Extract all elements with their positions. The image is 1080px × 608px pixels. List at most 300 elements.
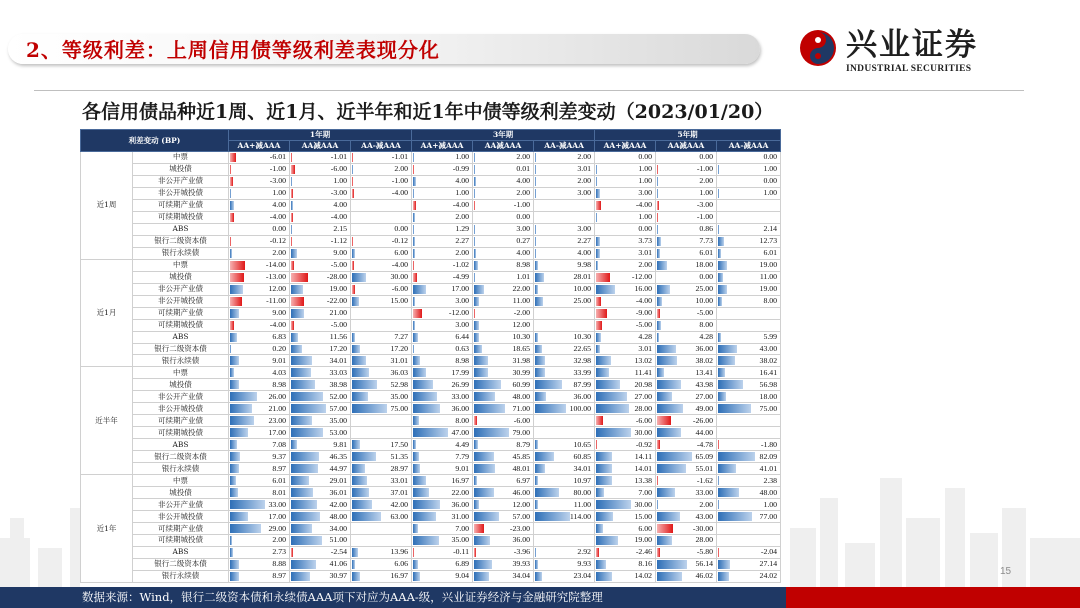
spread-value: 4.00 xyxy=(516,248,531,258)
spread-value-cell xyxy=(656,331,717,343)
spread-value-cell xyxy=(412,427,473,439)
table-row xyxy=(81,271,781,283)
spread-value-cell xyxy=(229,558,290,570)
spread-value-cell xyxy=(290,415,351,427)
spread-value-cell xyxy=(534,343,595,355)
spread-value-cell xyxy=(534,487,595,499)
spread-value-cell xyxy=(656,163,717,175)
spread-value-cell xyxy=(595,247,656,259)
spread-value: 17.99 xyxy=(451,367,470,377)
spread-value-cell xyxy=(717,175,781,187)
spread-value: 30.99 xyxy=(512,367,531,377)
spread-value-cell xyxy=(412,163,473,175)
spread-value: -0.99 xyxy=(452,164,470,174)
spread-value-cell xyxy=(656,415,717,427)
spread-value-cell xyxy=(229,235,290,247)
spread-value-cell xyxy=(717,475,781,487)
spread-value: -4.00 xyxy=(330,212,347,222)
table-title: 各信用债品种近1周、近1月、近半年和近1年中债等级利差变动（2023/01/20） xyxy=(82,101,774,123)
spread-value-cell xyxy=(656,451,717,463)
spread-value: -6.01 xyxy=(269,152,286,162)
spread-value: 9.01 xyxy=(455,463,470,473)
spread-value: 33.03 xyxy=(329,367,347,377)
spread-value: 33.00 xyxy=(695,487,714,497)
spread-value: 79.00 xyxy=(512,427,531,437)
spread-value: 3.00 xyxy=(455,296,470,306)
spread-value: 26.00 xyxy=(268,391,286,401)
spread-value: 6.01 xyxy=(272,475,286,485)
spread-value-cell xyxy=(229,271,290,283)
spread-value-cell xyxy=(717,403,781,415)
spread-value: 2.00 xyxy=(577,176,592,186)
spread-value-cell xyxy=(351,487,412,499)
spread-value: 19.00 xyxy=(759,260,778,270)
spread-value-cell xyxy=(351,439,412,451)
divider xyxy=(34,90,1024,91)
spread-value: 51.00 xyxy=(329,535,347,545)
spread-value: -1.00 xyxy=(513,200,531,210)
spread-value-cell xyxy=(595,175,656,187)
spread-value-cell xyxy=(473,367,534,379)
spread-value: 0.20 xyxy=(272,343,286,353)
spread-value: 17.00 xyxy=(451,284,470,294)
spread-value-cell xyxy=(290,499,351,511)
spread-value-cell xyxy=(656,259,717,271)
table-row xyxy=(81,163,781,175)
spread-value-cell xyxy=(351,343,412,355)
spread-value-cell xyxy=(351,546,412,558)
table-row xyxy=(81,475,781,487)
spread-value-cell xyxy=(229,415,290,427)
spread-value: 35.00 xyxy=(390,391,409,401)
table-row xyxy=(81,259,781,271)
tenor-header-3y: 3年期 xyxy=(412,130,595,141)
spread-value-cell xyxy=(229,259,290,271)
logo-english-name: INDUSTRIAL SECURITIES xyxy=(846,64,972,74)
spread-value-cell xyxy=(412,211,473,223)
spread-value: 18.65 xyxy=(512,343,531,353)
spread-value-cell xyxy=(351,271,412,283)
spread-value-cell xyxy=(656,295,717,307)
spread-value-cell xyxy=(412,367,473,379)
spread-value: 48.00 xyxy=(512,391,531,401)
spread-value-cell xyxy=(290,535,351,547)
table-row xyxy=(81,307,781,319)
spread-value-cell xyxy=(534,247,595,259)
spread-value-cell xyxy=(412,558,473,570)
table-row xyxy=(81,343,781,355)
spread-value: 4.00 xyxy=(272,200,286,210)
spread-value-cell xyxy=(656,283,717,295)
spread-value: 27.00 xyxy=(634,391,653,401)
spread-value-cell xyxy=(656,199,717,211)
spread-value: 2.00 xyxy=(699,499,714,509)
spread-value-cell xyxy=(717,367,781,379)
spread-value-cell xyxy=(717,487,781,499)
spread-value-cell xyxy=(656,535,717,547)
bond-type-label: 银行二级资本债 xyxy=(133,235,229,247)
spread-value-cell xyxy=(717,546,781,558)
spread-value: 27.00 xyxy=(695,391,714,401)
spread-value-cell xyxy=(595,211,656,223)
spread-value: 30.00 xyxy=(634,499,653,509)
spread-value-cell xyxy=(412,271,473,283)
spread-value-cell xyxy=(412,307,473,319)
spread-table-container xyxy=(80,129,780,583)
spread-value-cell xyxy=(229,247,290,259)
spread-value-cell xyxy=(412,546,473,558)
spread-value-cell xyxy=(351,283,412,295)
spread-value-cell xyxy=(351,199,412,211)
spread-value-cell xyxy=(595,283,656,295)
table-row xyxy=(81,558,781,570)
spread-value-cell xyxy=(473,283,534,295)
spread-value: -12.00 xyxy=(631,272,653,282)
spread-value: 46.02 xyxy=(695,571,714,581)
spread-value: 8.00 xyxy=(763,296,778,306)
spread-value-cell xyxy=(717,307,781,319)
bond-type-label: ABS xyxy=(133,331,229,343)
spread-value-cell xyxy=(351,511,412,523)
bond-type-label: 非公开产业债 xyxy=(133,283,229,295)
spread-value-cell xyxy=(229,487,290,499)
spread-value: 19.00 xyxy=(759,284,778,294)
spread-value: -6.00 xyxy=(635,415,653,425)
table-corner-header: 利差变动 (BP) xyxy=(81,130,229,152)
spread-value-cell xyxy=(656,558,717,570)
spread-value-cell xyxy=(717,343,781,355)
spread-value-cell xyxy=(412,247,473,259)
spread-value: 37.01 xyxy=(390,487,409,497)
spread-value-cell xyxy=(595,546,656,558)
spread-value-cell xyxy=(412,451,473,463)
spread-value: 4.28 xyxy=(699,332,714,342)
spread-value-cell xyxy=(412,175,473,187)
spread-value-cell xyxy=(717,152,781,164)
spread-value: 6.00 xyxy=(638,523,653,533)
spread-value-cell xyxy=(290,223,351,235)
spread-value: 16.97 xyxy=(390,571,409,581)
spread-value-cell xyxy=(473,307,534,319)
spread-value: 60.99 xyxy=(512,379,531,389)
spread-value-cell xyxy=(351,223,412,235)
spread-value-cell xyxy=(290,475,351,487)
spread-value: 18.00 xyxy=(759,391,778,401)
spread-value: 32.98 xyxy=(573,355,592,365)
spread-value: 52.98 xyxy=(390,379,409,389)
grade-header: AA减AAA xyxy=(290,141,351,152)
spread-value-cell xyxy=(351,367,412,379)
spread-value: 87.99 xyxy=(573,379,592,389)
spread-value: 0.86 xyxy=(699,224,714,234)
spread-value-cell xyxy=(229,211,290,223)
spread-value-cell xyxy=(351,427,412,439)
spread-value-cell xyxy=(351,499,412,511)
spread-value-cell xyxy=(473,199,534,211)
spread-value: 35.00 xyxy=(329,415,347,425)
spread-value-cell xyxy=(290,403,351,415)
spread-value: 47.00 xyxy=(451,427,470,437)
spread-value-cell xyxy=(595,259,656,271)
spread-value: 0.00 xyxy=(516,212,531,222)
spread-value: 3.00 xyxy=(577,188,592,198)
spread-value-cell xyxy=(595,558,656,570)
spread-value: 0.00 xyxy=(272,224,286,234)
table-row xyxy=(81,523,781,535)
spread-value-cell xyxy=(412,391,473,403)
spread-value: 18.00 xyxy=(695,260,714,270)
spread-value-cell xyxy=(717,187,781,199)
spread-value: -6.00 xyxy=(330,164,347,174)
spread-value-cell xyxy=(229,199,290,211)
spread-value: 12.00 xyxy=(512,320,531,330)
bond-type-label: 中票 xyxy=(133,367,229,379)
spread-value: 8.97 xyxy=(272,463,286,473)
spread-value: 7.00 xyxy=(638,487,653,497)
spread-value: 3.01 xyxy=(638,343,653,353)
spread-value-cell xyxy=(473,558,534,570)
spread-value-cell xyxy=(534,379,595,391)
spread-value: 12.00 xyxy=(268,284,286,294)
spread-value-cell xyxy=(290,199,351,211)
spread-value: -30.00 xyxy=(692,523,714,533)
spread-value-cell xyxy=(229,187,290,199)
spread-value-cell xyxy=(412,535,473,547)
spread-value-cell xyxy=(595,152,656,164)
spread-value-cell xyxy=(473,152,534,164)
spread-value-cell xyxy=(656,355,717,367)
spread-value: -4.00 xyxy=(635,200,653,210)
spread-value-cell xyxy=(290,187,351,199)
spread-value: 43.98 xyxy=(695,379,714,389)
spread-value: 2.73 xyxy=(272,547,286,557)
spread-value: -6.00 xyxy=(391,284,409,294)
spread-value: 52.00 xyxy=(329,391,347,401)
spread-value: 43.00 xyxy=(695,511,714,521)
spread-value-cell xyxy=(229,367,290,379)
spread-value: 13.02 xyxy=(634,355,653,365)
bond-type-label: 可续期城投债 xyxy=(133,535,229,547)
spread-value: -4.99 xyxy=(452,272,470,282)
spread-value: 42.00 xyxy=(390,499,409,509)
spread-value: 28.97 xyxy=(390,463,409,473)
spread-value-cell xyxy=(534,175,595,187)
spread-value: 0.00 xyxy=(763,152,778,162)
spread-value: 2.00 xyxy=(516,152,531,162)
spread-value-cell xyxy=(534,307,595,319)
spread-value: 9.81 xyxy=(333,439,347,449)
spread-value-cell xyxy=(595,427,656,439)
spread-value-cell xyxy=(229,403,290,415)
spread-value-cell xyxy=(656,367,717,379)
spread-value: 4.28 xyxy=(638,332,653,342)
spread-value-cell xyxy=(656,271,717,283)
spread-value: 8.88 xyxy=(272,559,286,569)
spread-value-cell xyxy=(656,499,717,511)
spread-value: 33.00 xyxy=(451,391,470,401)
spread-value: 1.00 xyxy=(272,188,286,198)
spread-value-cell xyxy=(473,247,534,259)
spread-value: -11.00 xyxy=(266,296,286,306)
table-row xyxy=(81,247,781,259)
spread-value-cell xyxy=(412,199,473,211)
spread-value: 4.00 xyxy=(516,176,531,186)
spread-value: 7.08 xyxy=(272,439,286,449)
section-label: 近1周 xyxy=(81,152,133,260)
spread-value-cell xyxy=(290,570,351,582)
table-row xyxy=(81,331,781,343)
spread-value-cell xyxy=(229,546,290,558)
spread-value-cell xyxy=(290,511,351,523)
spread-value-cell xyxy=(473,319,534,331)
spread-value: 36.00 xyxy=(695,343,714,353)
spread-value-cell xyxy=(473,499,534,511)
spread-value: 28.00 xyxy=(634,403,653,413)
spread-value-cell xyxy=(412,343,473,355)
spread-value: -2.54 xyxy=(330,547,347,557)
spread-value-cell xyxy=(351,319,412,331)
bond-type-label: 银行永续债 xyxy=(133,463,229,475)
grade-header: AA+减AAA xyxy=(412,141,473,152)
spread-value-cell xyxy=(595,307,656,319)
spread-value-cell xyxy=(351,379,412,391)
spread-value-cell xyxy=(534,475,595,487)
table-row xyxy=(81,355,781,367)
spread-value: 16.41 xyxy=(759,367,778,377)
spread-value-cell xyxy=(534,187,595,199)
spread-value-cell xyxy=(351,175,412,187)
spread-value-cell xyxy=(412,403,473,415)
tenor-header-1y: 1年期 xyxy=(229,130,412,141)
table-row xyxy=(81,463,781,475)
bond-type-label: ABS xyxy=(133,439,229,451)
spread-value-cell xyxy=(290,391,351,403)
spread-value: 49.00 xyxy=(695,403,714,413)
bond-type-label: 中票 xyxy=(133,259,229,271)
spread-value: 34.01 xyxy=(329,355,347,365)
spread-value-cell xyxy=(473,415,534,427)
spread-value: 42.00 xyxy=(329,499,347,509)
spread-value-cell xyxy=(229,355,290,367)
spread-value-cell xyxy=(290,427,351,439)
spread-value-cell xyxy=(534,499,595,511)
spread-value-cell xyxy=(656,247,717,259)
spread-value-cell xyxy=(473,343,534,355)
spread-value: 25.00 xyxy=(573,296,592,306)
table-row xyxy=(81,439,781,451)
spread-value-cell xyxy=(595,235,656,247)
section-label: 近1年 xyxy=(81,475,133,583)
spread-value-cell xyxy=(595,223,656,235)
spread-value-cell xyxy=(229,427,290,439)
spread-value-cell xyxy=(717,211,781,223)
spread-value: 23.00 xyxy=(268,415,286,425)
grade-header: AA减AAA xyxy=(656,141,717,152)
spread-value-cell xyxy=(595,319,656,331)
spread-value: -4.00 xyxy=(391,188,409,198)
spread-value-cell xyxy=(534,235,595,247)
spread-value-cell xyxy=(473,511,534,523)
spread-value: -28.00 xyxy=(326,272,347,282)
spread-value-cell xyxy=(534,535,595,547)
spread-value: 1.00 xyxy=(699,188,714,198)
spread-value-cell xyxy=(717,535,781,547)
spread-value-cell xyxy=(229,152,290,164)
spread-value: -2.04 xyxy=(760,547,778,557)
spread-value-cell xyxy=(656,211,717,223)
spread-value: 2.14 xyxy=(763,224,778,234)
table-row xyxy=(81,211,781,223)
spread-value: -13.00 xyxy=(265,272,286,282)
spread-value-cell xyxy=(595,535,656,547)
table-row xyxy=(81,499,781,511)
spread-value: 114.00 xyxy=(569,511,592,521)
spread-value-cell xyxy=(534,403,595,415)
spread-value-cell xyxy=(290,558,351,570)
spread-value: 3.00 xyxy=(516,224,531,234)
spread-value-cell xyxy=(351,391,412,403)
spread-value-cell xyxy=(473,259,534,271)
bond-type-label: 非公开城投债 xyxy=(133,187,229,199)
spread-value: -5.80 xyxy=(696,547,714,557)
spread-value-cell xyxy=(412,152,473,164)
spread-value-cell xyxy=(229,570,290,582)
spread-value: 8.00 xyxy=(455,415,470,425)
spread-value: 30.97 xyxy=(329,571,347,581)
spread-value: 1.00 xyxy=(333,176,347,186)
spread-value: 8.98 xyxy=(455,355,470,365)
spread-value: 17.00 xyxy=(268,511,286,521)
spread-value: 22.65 xyxy=(573,343,592,353)
spread-value-cell xyxy=(717,295,781,307)
spread-value: 8.01 xyxy=(272,487,286,497)
spread-value: 22.00 xyxy=(451,487,470,497)
spread-value-cell xyxy=(717,463,781,475)
spread-value: 4.00 xyxy=(577,248,592,258)
bond-type-label: 可续期城投债 xyxy=(133,319,229,331)
spread-value: 6.01 xyxy=(763,248,778,258)
spread-value: 0.63 xyxy=(455,343,470,353)
spread-value: 11.00 xyxy=(573,499,592,509)
spread-value: 9.37 xyxy=(272,451,286,461)
spread-value: 1.00 xyxy=(763,499,778,509)
spread-value: 46.35 xyxy=(329,451,347,461)
spread-value: -1.01 xyxy=(391,152,409,162)
spread-value-cell xyxy=(534,259,595,271)
spread-value-cell xyxy=(290,439,351,451)
spread-value: -0.12 xyxy=(391,236,409,246)
spread-value-cell xyxy=(351,570,412,582)
spread-value-cell xyxy=(412,463,473,475)
spread-value-cell xyxy=(412,487,473,499)
spread-value-cell xyxy=(229,295,290,307)
spread-value-cell xyxy=(351,463,412,475)
spread-value-cell xyxy=(473,570,534,582)
spread-value: -3.00 xyxy=(696,200,714,210)
spread-value: 2.38 xyxy=(763,475,778,485)
spread-value: 36.00 xyxy=(512,535,531,545)
spread-value-cell xyxy=(473,175,534,187)
table-row xyxy=(81,535,781,547)
spread-value-cell xyxy=(351,475,412,487)
table-row xyxy=(81,367,781,379)
spread-value: 1.00 xyxy=(638,212,653,222)
spread-value-cell xyxy=(717,223,781,235)
spread-value-cell xyxy=(473,271,534,283)
spread-value-cell xyxy=(717,247,781,259)
spread-value-cell xyxy=(290,235,351,247)
spread-value: 44.97 xyxy=(329,463,347,473)
